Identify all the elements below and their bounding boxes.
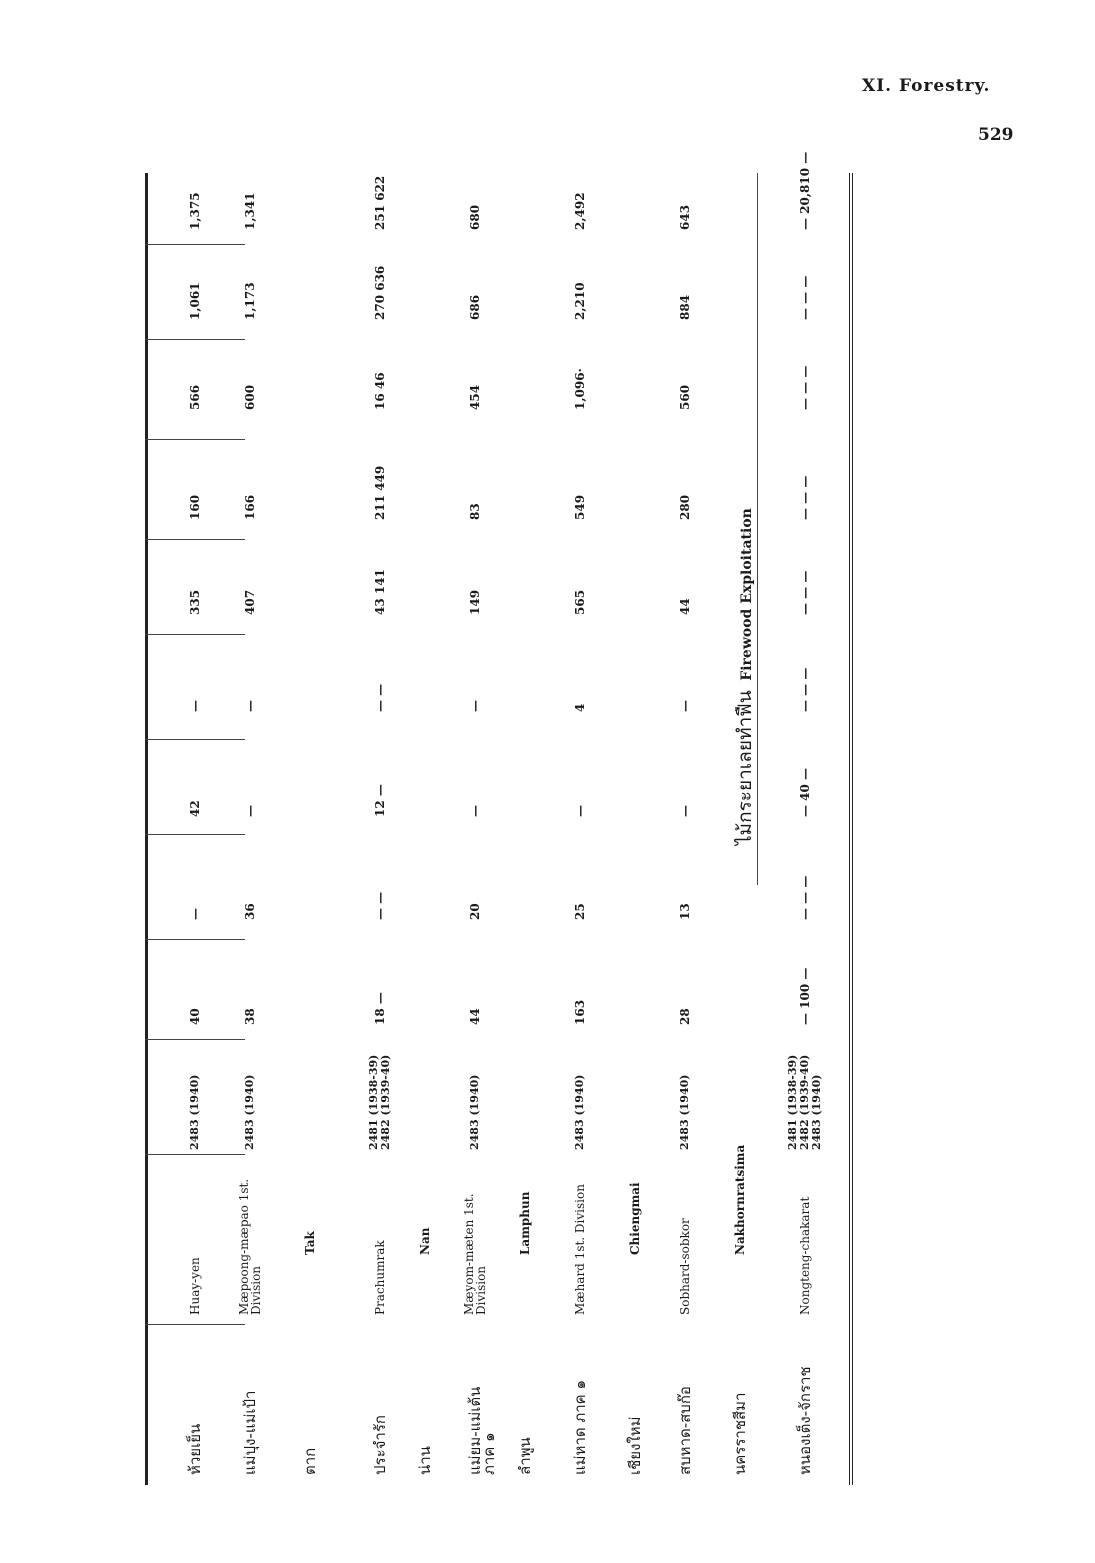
value-cell-c8: 884 (678, 294, 692, 320)
year-cell (244, 1075, 256, 1150)
year-value: 2483 (1940) (678, 1074, 691, 1150)
value-cell-c7: 600 (243, 384, 257, 410)
thai-name-second-line: ภาค ๑ (480, 1432, 498, 1475)
english-name: Mæhard 1st. Division (573, 1184, 587, 1315)
table-row (560, 173, 600, 1485)
value-cell-c5: 335 (188, 589, 202, 615)
thai-name: เชียงใหม่ (626, 1416, 644, 1475)
english-name: Mæyom-mæten 1st. Division (462, 1193, 488, 1315)
thai-name: ลำพูน (516, 1437, 534, 1475)
value-cell-c1: 163 (573, 999, 587, 1025)
value-cell-c3: — (573, 805, 587, 817)
value-cell-c6: 83 (468, 503, 482, 520)
table-row (665, 173, 705, 1485)
value-cell-c6: — — — (798, 475, 812, 520)
table-row (360, 173, 400, 1485)
value-cell-c3: 12 — (373, 784, 387, 817)
value-cell-c6: 160 (188, 494, 202, 520)
value-cell-c5: 149 (468, 589, 482, 615)
province-heading-row (290, 173, 330, 1485)
value-cell-c7: — — — (798, 365, 812, 410)
value-cell-c8: 1,061 (188, 282, 202, 320)
value-cell-c5: 43 141 (373, 569, 387, 615)
english-name: Nongteng-chakarat (798, 1196, 812, 1315)
table-row (455, 173, 498, 1485)
table-row (230, 173, 270, 1485)
english-name: Tak (303, 1231, 317, 1255)
value-cell-c9: 1,341 (243, 192, 257, 230)
value-cell-c4: — — — (798, 667, 812, 712)
year-value: 2482 (1939-40) (798, 1054, 811, 1150)
value-cell-c5: 407 (243, 589, 257, 615)
english-name: Huay-yen (188, 1257, 202, 1315)
thai-name: แม่หาด ภาค ๑ (571, 1379, 589, 1475)
english-name: Nakhornratsima (733, 1144, 747, 1255)
year-value: 2482 (1939-40) (379, 1054, 392, 1150)
value-cell-c7: 1,096· (573, 368, 587, 410)
year-value: 2483 (1940) (188, 1074, 201, 1150)
value-cell-c5: 44 (678, 598, 692, 615)
value-cell-c8: — — — (798, 275, 812, 320)
value-cell-c6: 211 449 (373, 465, 387, 520)
year-value: 2481 (1938-39) (786, 1054, 799, 1150)
value-cell-c2: 36 (243, 903, 257, 920)
year-cell (574, 1075, 586, 1150)
english-name: Lamphun (518, 1191, 532, 1255)
value-cell-c7: 16 46 (373, 372, 387, 410)
value-cell-c9: 2,492 (573, 192, 587, 230)
year-cell (368, 1055, 392, 1150)
year-cell (189, 1075, 201, 1150)
value-cell-c6: 280 (678, 494, 692, 520)
year-value: 2483 (1940) (468, 1074, 481, 1150)
value-cell-c7: 566 (188, 384, 202, 410)
thai-name: ตาก (301, 1447, 319, 1475)
forestry-table (145, 151, 853, 1485)
thai-name: สบหาด-สบก๊อ (676, 1386, 694, 1475)
value-cell-c4: — (243, 700, 257, 712)
province-heading-row (405, 173, 445, 1485)
year-cell (679, 1075, 691, 1150)
year-cell (787, 1055, 823, 1150)
value-cell-c2: — — — (798, 875, 812, 920)
value-cell-c4: 4 (573, 703, 587, 712)
value-cell-c9: — 20,810 — (798, 151, 812, 230)
value-cell-c3: — 40 — (798, 767, 812, 817)
firewood-heading-english: Firewood Exploitation (739, 508, 755, 681)
year-cell (469, 1075, 481, 1150)
value-cell-c9: 643 (678, 204, 692, 230)
year-value: 2483 (1940) (243, 1074, 256, 1150)
value-cell-c1: 44 (468, 1008, 482, 1025)
value-cell-c8: 2,210 (573, 282, 587, 320)
value-cell-c2: 25 (573, 903, 587, 920)
value-cell-c2: 20 (468, 903, 482, 920)
value-cell-c9: 1,375 (188, 192, 202, 230)
firewood-heading-thai: ไม้กระยาเลยทำฟืน (734, 690, 756, 845)
value-cell-c7: 560 (678, 384, 692, 410)
thai-name: น่าน (416, 1446, 434, 1475)
value-cell-c6: 549 (573, 494, 587, 520)
value-cell-c1: — 100 — (798, 967, 812, 1025)
english-name: Mæpoong-mæpao 1st. Division (237, 1178, 263, 1315)
value-cell-c3: — (243, 805, 257, 817)
value-cell-c1: 18 — (373, 992, 387, 1025)
value-cell-c4: — (188, 700, 202, 712)
value-cell-c1: 38 (243, 1008, 257, 1025)
page-number: 529 (978, 125, 1014, 145)
value-cell-c4: — (468, 700, 482, 712)
value-cell-c2: 13 (678, 903, 692, 920)
value-cell-c4: — — (373, 683, 387, 712)
province-heading-row (615, 173, 655, 1485)
value-cell-c1: 40 (188, 1008, 202, 1025)
thai-name: หนองเต็ง-จักราช (796, 1366, 814, 1475)
table-row (785, 151, 825, 1485)
value-cell-c3: 42 (188, 800, 202, 817)
value-cell-c6: 166 (243, 494, 257, 520)
english-name: Sobhard-sobkor (678, 1218, 692, 1315)
english-name: Prachumrak (373, 1240, 387, 1315)
value-cell-c4: — (678, 700, 692, 712)
value-cell-c3: — (678, 805, 692, 817)
value-cell-c2: — — (373, 891, 387, 920)
thai-name: นครราชสีมา (731, 1392, 749, 1475)
year-value: 2481 (1938-39) (367, 1054, 380, 1150)
english-name: Chiengmai (628, 1182, 642, 1255)
province-heading-row (505, 173, 545, 1485)
table-row (175, 173, 215, 1485)
year-value: 2483 (1940) (810, 1074, 823, 1150)
english-name: Nan (418, 1227, 432, 1255)
value-cell-c9: 251 622 (373, 175, 387, 230)
thai-name: แม่ยม-แม่เต้น (466, 1386, 484, 1475)
thai-name: แม่ปุง-แม่เป้า (241, 1390, 259, 1475)
value-cell-c8: 1,173 (243, 282, 257, 320)
value-cell-c2: — (188, 908, 202, 920)
value-cell-c9: 680 (468, 204, 482, 230)
value-cell-c8: 686 (468, 294, 482, 320)
value-cell-c1: 28 (678, 1008, 692, 1025)
page-header-title: XI. Forestry. (862, 76, 991, 96)
value-cell-c8: 270 636 (373, 265, 387, 320)
value-cell-c5: — — — (798, 570, 812, 615)
firewood-section-heading (730, 508, 760, 845)
value-cell-c7: 454 (468, 384, 482, 410)
thai-name: ประจำรัก (371, 1415, 389, 1475)
year-value: 2483 (1940) (573, 1074, 586, 1150)
thai-name: ห้วยเย็น (186, 1423, 204, 1475)
value-cell-c3: — (468, 805, 482, 817)
value-cell-c5: 565 (573, 589, 587, 615)
